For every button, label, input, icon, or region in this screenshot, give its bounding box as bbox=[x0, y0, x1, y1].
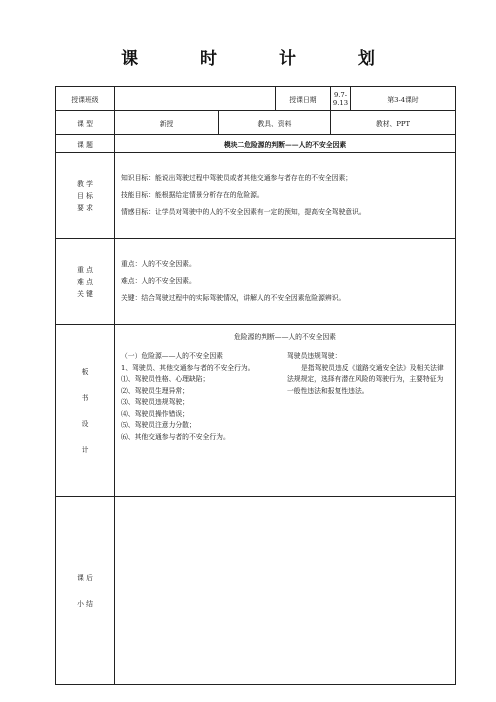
type-label: 课 型 bbox=[56, 111, 115, 135]
board-left-line: ⑵、驾驶员生理异常； bbox=[121, 386, 189, 395]
row-class-info bbox=[56, 87, 456, 111]
board-label bbox=[56, 325, 115, 497]
board-label-char: 板 bbox=[81, 367, 89, 376]
row-type-info bbox=[56, 111, 456, 135]
topic-label: 课 题 bbox=[56, 135, 115, 153]
keys-label-line: 重 点 bbox=[77, 265, 93, 274]
class-label: 授课班级 bbox=[56, 87, 115, 111]
keys-label-line: 难 点 bbox=[77, 277, 93, 286]
board-columns bbox=[115, 351, 455, 443]
type-value: 新授 bbox=[115, 111, 219, 135]
row-summary bbox=[56, 497, 456, 685]
keys-label-line: 关 键 bbox=[77, 289, 93, 298]
summary-label-line: 小 结 bbox=[77, 599, 93, 608]
summary-label bbox=[56, 497, 115, 685]
keys-line: 重点：人的不安全因素。 bbox=[121, 260, 196, 268]
board-label-char: 设 bbox=[81, 419, 89, 428]
date-label: 授课日期 bbox=[276, 87, 331, 111]
tools-label: 教具、资料 bbox=[219, 111, 331, 135]
board-left-line: ⑹、其他交通参与者的不安全行为。 bbox=[121, 432, 230, 441]
goals-label-line: 目 标 bbox=[77, 191, 93, 200]
board-left-line: 1、驾驶员、其他交通参与者的不安全行为。 bbox=[121, 363, 255, 372]
keys-line: 难点：人的不安全因素。 bbox=[121, 277, 196, 285]
board-label-char: 书 bbox=[81, 393, 89, 402]
goals-line: 知识目标：能说出驾驶过程中驾驶员或者其他交通参与者存在的不安全因素； bbox=[121, 174, 353, 182]
board-label-char: 计 bbox=[81, 445, 89, 454]
document-title: 课 时 计 划 bbox=[121, 49, 403, 69]
date-value-cell bbox=[331, 87, 351, 111]
board-heading: 危险源的判断——人的不安全因素 bbox=[234, 333, 336, 341]
topic-value: 模块二危险源的判断——人的不安全因素 bbox=[115, 135, 456, 153]
board-left-line: （一）危险源——人的不安全因素 bbox=[121, 352, 223, 360]
lesson-plan-table bbox=[55, 86, 456, 685]
board-left-line: ⑴、驾驶员性格、心理缺陷； bbox=[121, 375, 210, 383]
board-left-column bbox=[121, 351, 283, 443]
board-left-line: ⑸、驾驶员注意力分散； bbox=[121, 421, 196, 429]
board-content bbox=[115, 325, 456, 497]
keys-content bbox=[115, 239, 456, 325]
board-left-line: ⑶、驾驶员违规驾驶； bbox=[121, 398, 189, 406]
summary-label-line: 课 后 bbox=[77, 573, 93, 582]
class-value bbox=[115, 87, 276, 111]
goals-label bbox=[56, 153, 115, 239]
row-topic bbox=[56, 135, 456, 153]
goals-line: 情感目标：让学员对驾驶中的人的不安全因素有一定的预知，提高安全驾驶意识。 bbox=[121, 208, 366, 216]
period-value: 第3-4课时 bbox=[351, 87, 456, 111]
goals-label-line: 教 学 bbox=[77, 179, 93, 188]
goals-label-line: 要 求 bbox=[77, 203, 93, 212]
keys-line: 关键：结合驾驶过程中的实际驾驶情况，讲解人的不安全因素危险源辨识。 bbox=[121, 294, 346, 302]
keys-label bbox=[56, 239, 115, 325]
date-value-text: 9.7-9.13 bbox=[332, 90, 349, 107]
board-right-column bbox=[283, 351, 449, 443]
board-left-line: ⑷、驾驶员操作错误； bbox=[121, 409, 189, 418]
goals-line: 技能目标：能根据给定情景分析存在的危险源。 bbox=[121, 191, 264, 199]
summary-content bbox=[115, 497, 456, 685]
row-board bbox=[56, 325, 456, 497]
row-goals bbox=[56, 153, 456, 239]
board-right-line: 是指驾驶员违反《道路交通安全法》及相关法律法规规定，选择有潜在风险的驾驶行为，主要特征为一般性违法和报复性违法。 bbox=[287, 363, 444, 395]
tools-value: 教材、PPT bbox=[331, 111, 456, 135]
goals-content bbox=[115, 153, 456, 239]
row-keys bbox=[56, 239, 456, 325]
board-right-line: 驾驶员违规驾驶： bbox=[287, 352, 342, 360]
